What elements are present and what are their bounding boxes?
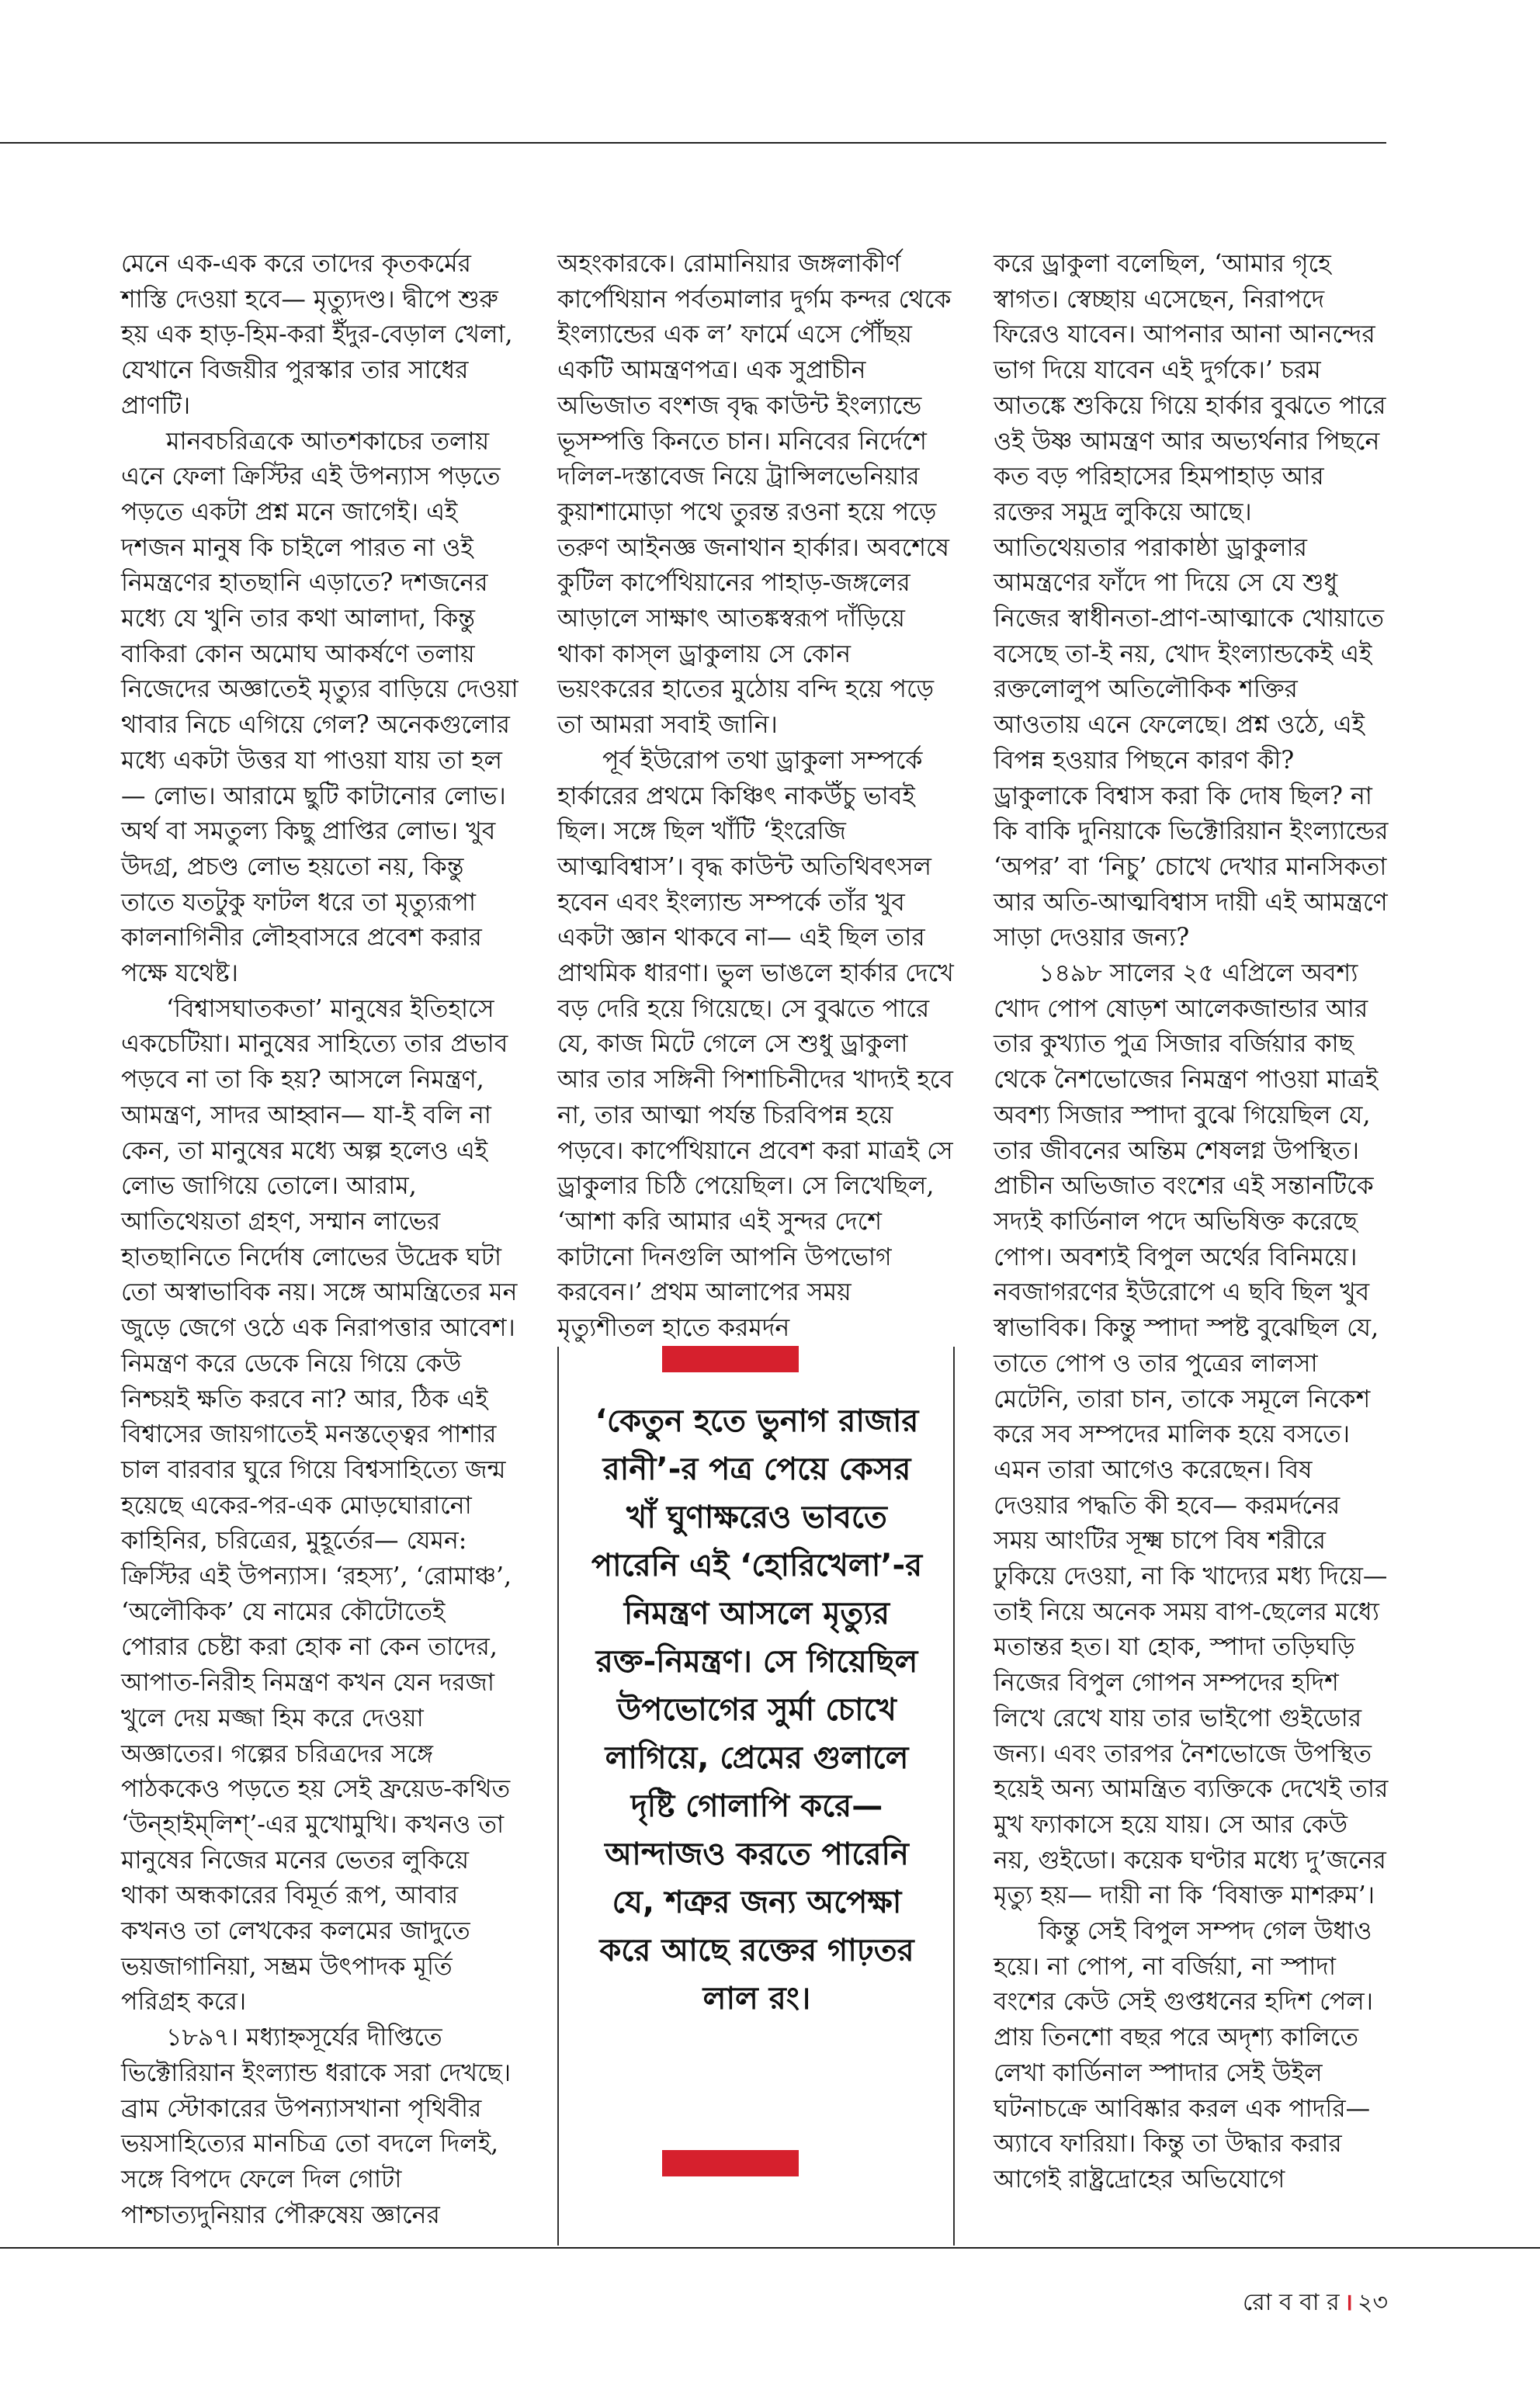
top-rule bbox=[0, 142, 1386, 144]
paragraph: কিন্তু সেই বিপুল সম্পদ গেল উধাও হয়ে। না পোপ, না বর্জিয়া, না স্পাদা বংশের কেউ সেই গুপ্তধনের হদিশ পেল। প্রায় তিনশো বছর পরে অদৃশ্য কালিতে লেখা কার্ডিনাল স্পাদার সেই উইল ঘটনাচক্রে আবিষ্কার করল এক পাদরি— অ্যাবে ফারিয়া। কিন্তু তা উদ্ধার করার আগেই রাষ্ট্রদ্রোহের অভিযোগে bbox=[994, 1917, 1374, 2194]
paragraph: ‘বিশ্বাসঘাতকতা’ মানুষের ইতিহাসে একচেটিয়া। মানুষের সাহিত্যে তার প্রভাব পড়বে না তা কি হয়? আসলে নিমন্ত্রণ, আমন্ত্রণ, সাদর আহ্বান— যা-ই বলি না কেন, তা মানুষের মধ্যে অল্প হলেও এই লোভ জাগিয়ে তোলে। আরাম, আতিথেয়তা গ্রহণ, সম্মান লাভের হাতছানিতে নির্দোষ লোভের উদ্রেক ঘটা তো অস্বাভাবিক নয়। সঙ্গে আমন্ত্রিতের মন জুড়ে জেগে ওঠে এক নিরাপত্তার আবেশ। নিমন্ত্রণ করে ডেকে নিয়ে গিয়ে কেউ নিশ্চয়ই ক্ষতি করবে না? আর, ঠিক এই বিশ্বাসের জায়গাতেই মনস্তত্ত্বের পাশার চাল বারবার ঘুরে গিয়ে বিশ্বসাহিত্যে জন্ম হয়েছে একের-পর-এক মোড়ঘোরানো কাহিনির, চরিত্রের, মুহূর্তের— যেমন: ক্রিস্টির এই উপন্যাস। ‘রহস্য’, ‘রোমাঞ্চ’, ‘অলৌকিক’ যে নামের কৌটোতেই পোরার চেষ্টা করা হোক না কেন তাদের, আপাত-নিরীহ নিমন্ত্রণ কখন যেন দরজা খুলে দেয় মজ্জা হিম করে দেওয়া অজ্ঞাতের। গল্পের চরিত্রদের সঙ্গে পাঠককেও পড়তে হয় সেই ফ্রয়েড-কথিত ‘উন্‌হাইম্‌লিশ্’-এর মুখোমুখি। কখনও তা মানুষের নিজের মনের ভেতর লুকিয়ে থাকা অন্ধকারের বিমূর্ত রূপ, আবার কখনও তা লেখকের কলমের জাদুতে ভয়জাগানিয়া, সম্ভ্রম উৎপাদক মূর্তি পরিগ্রহ করে। bbox=[121, 994, 518, 2017]
paragraph: ১৪৯৮ সালের ২৫ এপ্রিলে অবশ্য খোদ পোপ ষোড়শ আলেকজান্ডার আর তার কুখ্যাত পুত্র সিজার বর্জিয়ার কাছ থেকে নৈশভোজের নিমন্ত্রণ পাওয়া মাত্রই অবশ্য সিজার স্পাদা বুঝে গিয়েছিল যে, তার জীবনের অন্তিম শেষলগ্ন উপস্থিত। প্রাচীন অভিজাত বংশের এই সন্তানটিকে সদ্যই কার্ডিনাল পদে অভিষিক্ত করেছে পোপ। অবশ্যই বিপুল অর্থের বিনিময়ে। নবজাগরণের ইউরোপে এ ছবি ছিল খুব স্বাভাবিক। কিন্তু স্পাদা স্পষ্ট বুঝেছিল যে, তাতে পোপ ও তার পুত্রের লালসা মেটেনি, তারা চান, তাকে সমূলে নিকেশ করে সব সম্পদের মালিক হয়ে বসতে। এমন তারা আগেও করেছেন। বিষ দেওয়ার পদ্ধতি কী হবে— করমর্দনের সময় আংটির সূক্ষ্ম চাপে বিষ শরীরে ঢুকিয়ে দেওয়া, না কি খাদ্যের মধ্য দিয়ে— তাই নিয়ে অনেক সময় বাপ-ছেলের মধ্যে মতান্তর হত। যা হোক, স্পাদা তড়িঘড়ি নিজের বিপুল গোপন সম্পদের হদিশ লিখে রেখে যায় তার ভাইপো গুইডোর জন্য। এবং তারপর নৈশভোজে উপস্থিত হয়েই অন্য আমন্ত্রিত ব্যক্তিকে দেখেই তার মুখ ফ্যাকাসে হয়ে যায়। সে আর কেউ নয়, গুইডো। কয়েক ঘণ্টার মধ্যে দু’জনের মৃত্যু হয়— দায়ী না কি ‘বিষাক্ত মাশরুম’। bbox=[994, 959, 1389, 1910]
pullquote-left-border bbox=[557, 1347, 559, 2246]
pullquote: ‘কেতুন হতে ভুনাগ রাজার রানী’-র পত্র পেয়ে কেসর খাঁ ঘুণাক্ষরেও ভাবতে পারেনি এই ‘হোরিখেলা’-র নিমন্ত্রণ আসলে মৃত্যুর রক্ত-নিমন্ত্রণ। সে গিয়েছিল উপভোগের সুর্মা চোখে লাগিয়ে, প্রেমের গুলালে দৃষ্টি গোলাপি করে— আন্দাজও করতে পারেনি যে, শত্রুর জন্য অপেক্ষা করে আছে রক্তের গাঢ়তর লাল রং। bbox=[591, 1403, 923, 2017]
paragraph: মানবচরিত্রকে আতশকাচের তলায় এনে ফেলা ক্রিস্টির এই উপন্যাস পড়তে পড়তে একটা প্রশ্ন মনে জাগেই। এই দশজন মানুষ কি চাইলে পারত না ওই নিমন্ত্রণের হাতছানি এড়াতে? দশজনের মধ্যে যে খুনি তার কথা আলাদা, কিন্তু বাকিরা কোন অমোঘ আকর্ষণে তলায় নিজেদের অজ্ঞাতেই মৃত্যুর বাড়িয়ে দেওয়া থাবার নিচে এগিয়ে গেল? অনেকগুলোর মধ্যে একটা উত্তর যা পাওয়া যায় তা হল— লোভ। আরামে ছুটি কাটানোর লোভ। অর্থ বা সমতুল্য কিছু প্রাপ্তির লোভ। খুব উদগ্র, প্রচণ্ড লোভ হয়তো নয়, কিন্তু তাতে যতটুকু ফাটল ধরে তা মৃত্যুরূপা কালনাগিনীর লৌহবাসরে প্রবেশ করার পক্ষে যথেষ্ট। bbox=[121, 427, 519, 988]
article-column-2 bbox=[557, 247, 955, 1343]
paragraph: করে ড্রাকুলা বলেছিল, ‘আমার গৃহে স্বাগত। স্বেচ্ছায় এসেছেন, নিরাপদে ফিরেও যাবেন। আপনার আনা আনন্দের ভাগ দিয়ে যাবেন এই দুর্গকে।’ চরম আতঙ্কে শুকিয়ে গিয়ে হার্কার বুঝতে পারে ওই উষ্ণ আমন্ত্রণ আর অভ্যর্থনার পিছনে কত বড় পরিহাসের হিমপাহাড় আর রক্তের সমুদ্র লুকিয়ে আছে। আতিথেয়তার পরাকাষ্ঠা ড্রাকুলার আমন্ত্রণের ফাঁদে পা দিয়ে সে যে শুধু নিজের স্বাধীনতা-প্রাণ-আত্মাকে খোয়াতে বসেছে তা-ই নয়, খোদ ইংল্যান্ডকেই এই রক্তলোলুপ অতিলৌকিক শক্তির আওতায় এনে ফেলেছে। প্রশ্ন ওঠে, এই বিপন্ন হওয়ার পিছনে কারণ কী? ড্রাকুলাকে বিশ্বাস করা কি দোষ ছিল? না কি বাকি দুনিয়াকে ভিক্টোরিয়ান ইংল্যান্ডের ‘অপর’ বা ‘নিচু’ চোখে দেখার মানসিকতা আর অতি-আত্মবিশ্বাস দায়ী এই আমন্ত্রণে সাড়া দেওয়ার জন্য? bbox=[994, 250, 1389, 952]
paragraph: অহংকারকে। রোমানিয়ার জঙ্গলাকীর্ণ কার্পেথিয়ান পর্বতমালার দুর্গম কন্দর থেকে ইংল্যান্ডের এক ল’ ফার্মে এসে পৌঁছয় একটি আমন্ত্রণপত্র। এক সুপ্রাচীন অভিজাত বংশজ বৃদ্ধ কাউন্ট ইংল্যান্ডে ভূসম্পত্তি কিনতে চান। মনিবের নির্দেশে দলিল-দস্তাবেজ নিয়ে ট্রান্সিলভেনিয়ার কুয়াশামোড়া পথে তুরন্ত রওনা হয়ে পড়ে তরুণ আইনজ্ঞ জনাথান হার্কার। অবশেষে কুটিল কার্পেথিয়ানের পাহাড়-জঙ্গলের আড়ালে সাক্ষাৎ আতঙ্কস্বরূপ দাঁড়িয়ে থাকা কাস্‌ল ড্রাকুলায় সে কোন ভয়ংকরের হাতের মুঠোয় বন্দি হয়ে পড়ে তা আমরা সবাই জানি। bbox=[557, 250, 952, 740]
paragraph: মেনে এক-এক করে তাদের কৃতকর্মের শাস্তি দেওয়া হবে— মৃত্যুদণ্ড। দ্বীপে শুরু হয় এক হাড়-হিম-করা ইঁদুর-বেড়াল খেলা, যেখানে বিজয়ীর পুরস্কার তার সাধের প্রাণটি। bbox=[121, 250, 513, 420]
article-column-1 bbox=[121, 247, 519, 2246]
pullquote-right-border bbox=[953, 1347, 955, 2246]
folio-separator: । bbox=[1344, 2289, 1353, 2316]
pullquote-bottom-bar bbox=[662, 2150, 799, 2176]
paragraph: ১৮৯৭। মধ্যাহ্নসূর্যের দীপ্তিতে ভিক্টোরিয়ান ইংল্যান্ড ধরাকে সরা দেখছে। ব্রাম স্টোকারের উপন্যাসখানা পৃথিবীর ভয়সাহিত্যের মানচিত্র তো বদলে দিলই, সঙ্গে বিপদে ফেলে দিল গোটা পাশ্চাত্যদুনিয়ার পৌরুষেয় জ্ঞানের bbox=[121, 2024, 512, 2229]
magazine-name: রো ব বা র bbox=[1243, 2289, 1340, 2316]
page-number: ২৩ bbox=[1357, 2289, 1388, 2316]
paragraph: পূর্ব ইউরোপ তথা ড্রাকুলা সম্পর্কে হার্কারের প্রথমে কিঞ্চিৎ নাকউঁচু ভাবই ছিল। সঙ্গে ছিল খাঁটি ‘ইংরেজি আত্মবিশ্বাস’। বৃদ্ধ কাউন্ট অতিথিবৎসল হবেন এবং ইংল্যান্ড সম্পর্কে তাঁর খুব একটা জ্ঞান থাকবে না— এই ছিল তার প্রাথমিক ধারণা। ভুল ভাঙলে হার্কার দেখে বড় দেরি হয়ে গিয়েছে। সে বুঝতে পারে যে, কাজ মিটে গেলে সে শুধু ড্রাকুলা আর তার সঙ্গিনী পিশাচিনীদের খাদ্যই হবে না, তার আত্মা পর্যন্ত চিরবিপন্ন হয়ে পড়বে। কার্পেথিয়ানে প্রবেশ করা মাত্রই সে ড্রাকুলার চিঠি পেয়েছিল। সে লিখেছিল, ‘আশা করি আমার এই সুন্দর দেশে কাটানো দিনগুলি আপনি উপভোগ করবেন।’ প্রথম আলাপের সময় মৃত্যুশীতল হাতে করমর্দন bbox=[557, 746, 954, 1343]
article-column-3 bbox=[994, 247, 1391, 2246]
bottom-rule bbox=[0, 2247, 1540, 2249]
page-folio bbox=[1243, 2284, 1388, 2323]
pullquote-top-bar bbox=[662, 1346, 799, 1372]
